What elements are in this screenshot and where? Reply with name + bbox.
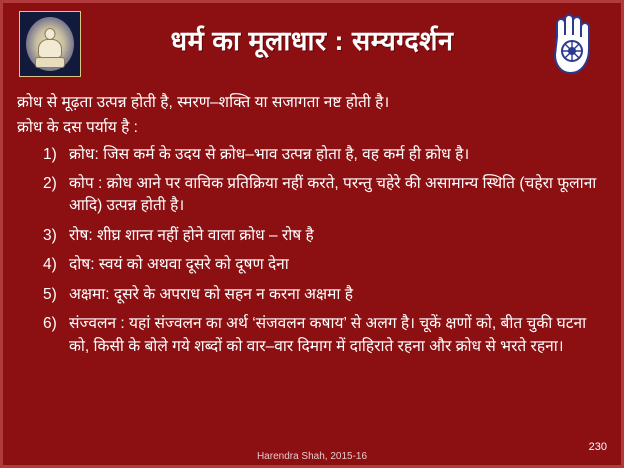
list-item <box>43 313 607 358</box>
footer-credit: Harendra Shah, 2015-16 <box>256 451 368 462</box>
list-item-number: 6) <box>43 315 57 333</box>
list-item-text: कोप : क्रोध आने पर वाचिक प्रतिक्रिया नहीं करते, परन्तु चहेरे की असामान्य स्थिति (चहेरा फूलाना आदि) उत्पन्न होती है। <box>69 174 597 215</box>
list-item <box>43 284 607 306</box>
list-item-text: रोष: शीघ्र शान्त नहीं होने वाला क्रोध – रोष है <box>69 226 314 244</box>
page-title: धर्म का मूलाधार : सम्यग्दर्शन <box>170 26 454 56</box>
slide-content <box>3 91 621 439</box>
lead-line-1: क्रोध से मूढ़ता उत्पन्न होती है, स्मरण–शक्ति या सजागता नष्ट होती है। <box>17 94 390 111</box>
jain-ahimsa-hand-icon <box>543 11 603 77</box>
slide-header <box>3 3 621 85</box>
page-number: 230 <box>588 441 607 453</box>
list-item-text: क्रोध: जिस कर्म के उदय से क्रोध–भाव उत्पन्न होता है, वह कर्म ही क्रोध है। <box>69 145 470 163</box>
list-item <box>43 254 607 276</box>
list-item-number: 4) <box>43 256 57 274</box>
figure-base <box>35 57 65 68</box>
list-item-text: अक्षमा: दूसरे के अपराध को सहन न करना अक्षमा है <box>69 285 353 303</box>
list-item-text: दोष: स्वयं को अथवा दूसरे को दूषण देना <box>69 256 289 274</box>
list-item <box>43 144 607 166</box>
list-item <box>43 173 607 218</box>
list-item-number: 5) <box>43 285 57 303</box>
list-item-text: संज्वलन : यहां संज्वलन का अर्थ ‘संजवलन कषाय’ से अलग है। चूकें क्षणों को, बीत चुकी घटना को, किसी के बोले गये शब्दों को वार–वार दिमाग में दाहिराते रहना और क्रोध से भरते रहना। <box>69 315 587 355</box>
list-item-number: 3) <box>43 226 57 244</box>
list-item-number: 1) <box>43 145 57 163</box>
list-item-number: 2) <box>43 174 57 192</box>
lead-line-2: क्रोध के दस पर्याय है : <box>17 119 138 137</box>
list-item <box>43 225 607 247</box>
points-list <box>17 144 607 359</box>
